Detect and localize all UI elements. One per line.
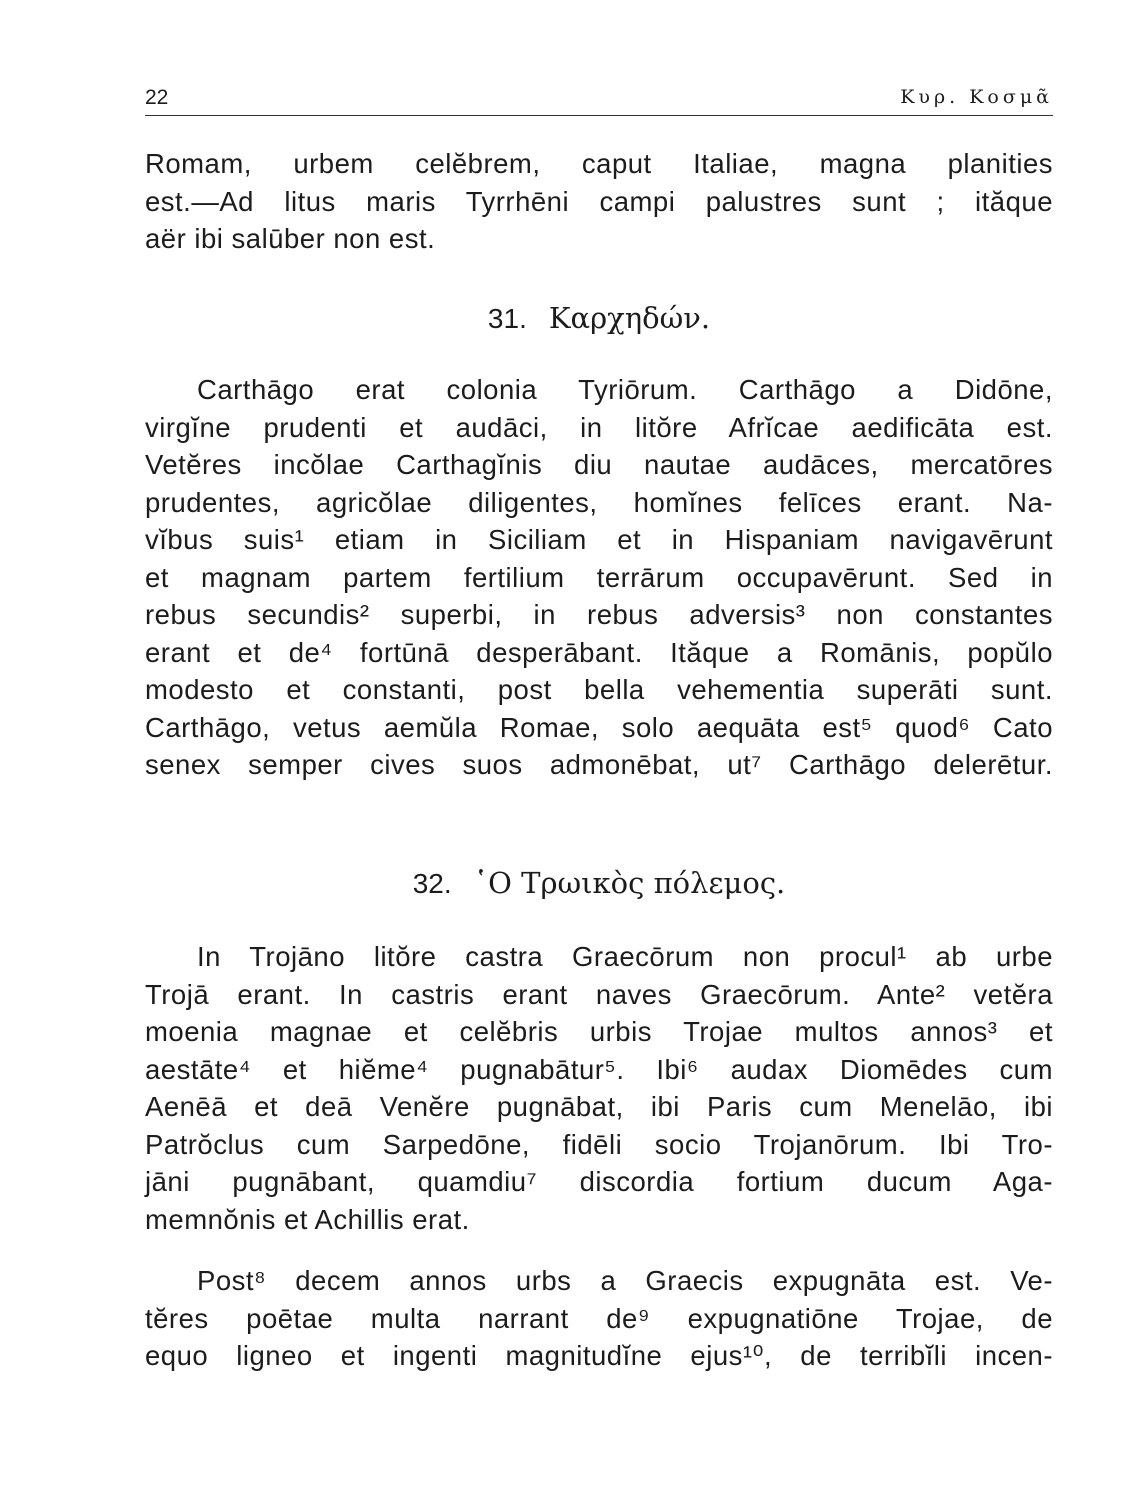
text-line: modesto et constanti, post bella vehementia superāti sunt. [145, 674, 1053, 705]
text-line: Patrŏclus cum Sarpedōne, fidēli socio Trojanōrum. Ibi Tro- [145, 1128, 1053, 1160]
text-line: memnŏnis et Achillis erat. [145, 1203, 470, 1235]
section-32-paragraph-1 [145, 938, 1053, 1238]
section-31-heading [145, 301, 1053, 335]
header-author: Κυρ. Κοσμᾶ [900, 86, 1053, 108]
section-title: Καρχηδών. [548, 301, 711, 335]
section-32-heading [145, 866, 1053, 900]
text-line: aestāte⁴ et hiĕme⁴ pugnabātur⁵. Ibi⁶ audax Diomēdes cum [145, 1053, 1053, 1085]
text-line: moenia magnae et celĕbris urbis Trojae multos annos³ et [145, 1016, 1053, 1047]
intro-paragraph [145, 145, 1053, 258]
text-line: erant et de⁴ fortūnā desperābant. Ităque a Romānis, popŭlo [145, 636, 1053, 668]
text-line: aër ibi salūber non est. [145, 223, 436, 254]
text-line: rebus secundis² superbi, in rebus adversis³ non constantes [145, 599, 1053, 630]
section-title: ῾Ο Τρωικὸς πόλεμος. [473, 866, 786, 900]
running-header [145, 82, 1053, 114]
text-line: virgĭne prudenti et audāci, in litŏre Afrĭcae aedificāta est. [145, 411, 1053, 443]
page-number: 22 [145, 86, 169, 109]
text-line: jāni pugnābant, quamdiu⁷ discordia fortium ducum Aga- [145, 1166, 1053, 1197]
text-line: Carthāgo, vetus aemŭla Romae, solo aequāta est⁵ quod⁶ Cato [145, 711, 1053, 743]
text-line: et magnam partem fertilium terrārum occupavērunt. Sed in [145, 561, 1053, 593]
text-line: equo ligneo et ingenti magnitudĭne ejus¹⁰, de terribĭli incen- [145, 1340, 1053, 1371]
section-number: 32. [412, 868, 452, 899]
text-line: Trojā erant. In castris erant naves Graecōrum. Ante² vetĕra [145, 978, 1053, 1010]
text-line: Post⁸ decem annos urbs a Graecis expugnāta est. Ve- [197, 1265, 1053, 1296]
section-number: 31. [487, 303, 527, 334]
text-line: prudentes, agricŏlae diligentes, homĭnes felīces erant. Na- [145, 486, 1053, 518]
text-line: Romam, urbem celĕbrem, caput Italiae, magna planities [145, 148, 1053, 179]
text-line: vĭbus suis¹ etiam in Siciliam et in Hispaniam navigavērunt [145, 524, 1053, 555]
text-line: est.—Ad litus maris Tyrrhēni campi palustres sunt ; ităque [145, 185, 1053, 217]
text-line: Aenēā et deā Venĕre pugnābat, ibi Paris cum Menelāo, ibi [145, 1091, 1053, 1122]
text-line: In Trojāno litŏre castra Graecōrum non procul¹ ab urbe [197, 941, 1053, 972]
text-line: Carthāgo erat colonia Tyriōrum. Carthāgo a Didōne, [197, 374, 1053, 405]
text-line: Vetĕres incŏlae Carthagĭnis diu nautae audāces, mercatōres [145, 449, 1053, 480]
header-rule [145, 115, 1053, 116]
section-32-paragraph-2 [145, 1262, 1053, 1375]
text-line: tĕres poētae multa narrant de⁹ expugnatiōne Trojae, de [145, 1302, 1053, 1334]
text-line: senex semper cives suos admonēbat, ut⁷ Carthāgo delerētur. [145, 749, 1053, 780]
section-31-text [145, 371, 1053, 784]
